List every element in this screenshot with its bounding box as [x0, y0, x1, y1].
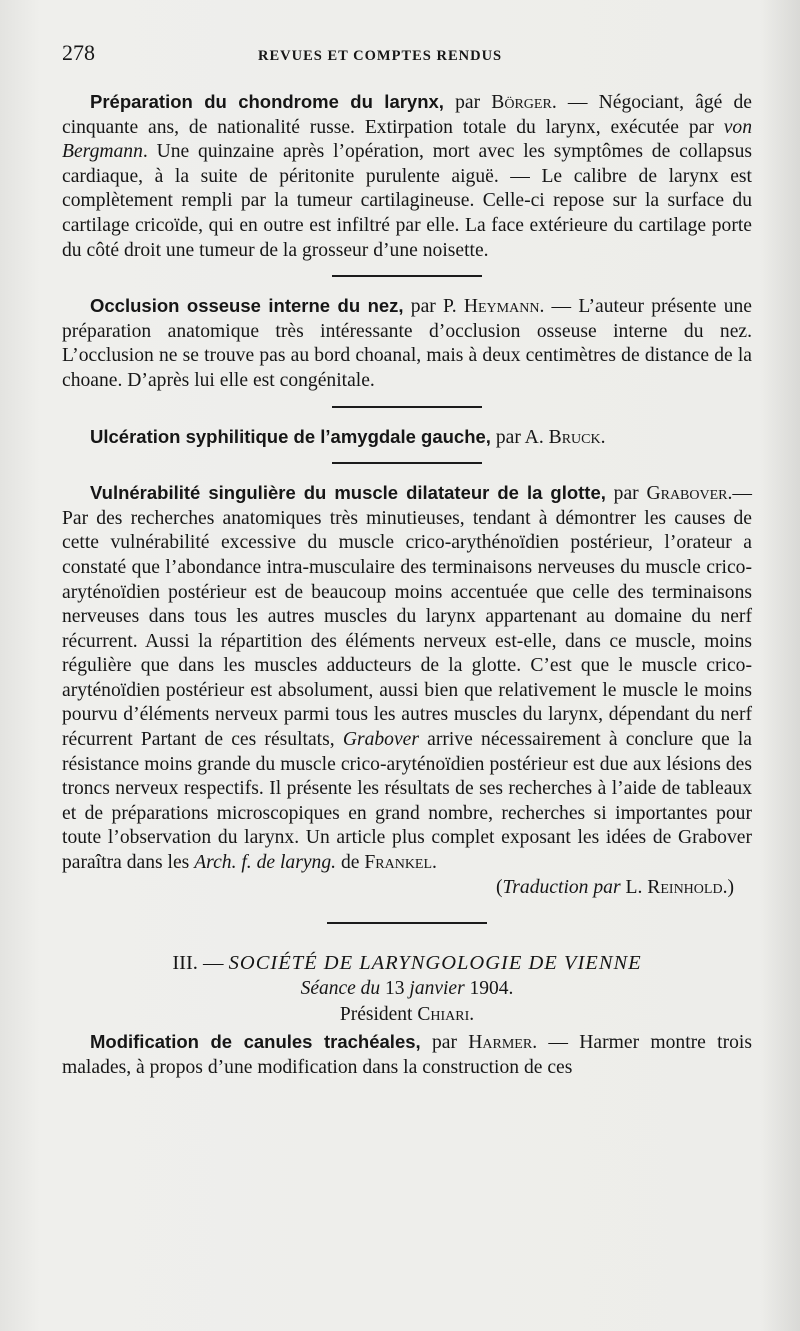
article-paragraph [62, 481, 752, 876]
punctuation: . [469, 1004, 475, 1026]
session-date: 13 [380, 978, 410, 1000]
article-text: . — L’auteur présente une préparation anatomique très intéressante d’occlusion osseuse interne du nez. L’occlusion ne se trouve pas au bord choanal, mais à deux centimètres de distance de la choane. D’après lui elle est congénitale. [62, 296, 752, 391]
by-text: par P. [403, 296, 464, 318]
by-text: par A. [490, 426, 549, 448]
article-paragraph [62, 1030, 752, 1080]
author-name: Grabover [646, 483, 728, 505]
article-canules [62, 1030, 752, 1080]
article-text: . — Harmer montre trois malades, à propos d’une modification dans la construction de ces [62, 1032, 752, 1078]
article-ulceration [62, 425, 752, 451]
author-name: Harmer [468, 1032, 533, 1054]
session-line [62, 976, 752, 1002]
separator-rule [332, 406, 482, 408]
by-text: par [443, 92, 492, 113]
page-number: 278 [62, 40, 95, 65]
article-paragraph [62, 90, 752, 263]
article-text: . Une quinzaine après l’opération, mort avec les symptômes de collapsus cardiaque, à la suite de péritonite purulente aiguë. — Le calibre de larynx est complètement rempli par la tumeur cartilagineuse. Celle-ci repose sur la surface du cartilage cricoïde, qui en outre est infiltré par elle. La face extérieure du cartilage porte du côté droit une tumeur de la grosseur d’une noisette. [62, 141, 752, 261]
president-name: Chiari [417, 1004, 470, 1026]
session-month: janvier [409, 978, 465, 1000]
article-occlusion [62, 294, 752, 393]
translation-credit [62, 876, 752, 901]
society-name: SOCIÉTÉ DE LARYNGOLOGIE DE VIENNE [228, 952, 642, 975]
article-text: . — Négociant, âgé de cinquante ans, de nationalité russe. Extirpation totale du larynx, exécutée par [62, 92, 752, 138]
punctuation: ( [495, 876, 503, 898]
by-text: par [605, 483, 647, 505]
article-text: arrive nécessairement à conclure que la résistance moins grande du muscle crico-aryténoïdien postérieur est due aux lésions des troncs nerveux respectifs. Il présente les résultats de ses recherches à l’aide de tableaux et de préparations microscopiques en grand nombre, recherches si importantes pour toute l’observation du larynx. Un article plus complet exposant les idées de Grabover paraîtra dans les [62, 729, 753, 874]
section-heading [62, 950, 752, 976]
running-head: REVUES ET COMPTES RENDUS [258, 48, 503, 64]
article-paragraph [62, 425, 752, 451]
author-name: Börger [491, 92, 552, 113]
president-line [62, 1002, 752, 1028]
editor-name: Frankel [364, 852, 433, 874]
article-title: Modification de canules trachéales, [90, 1031, 421, 1053]
journal-name: Arch. f. de laryng. [194, 852, 337, 874]
translation-label: Traduction par [502, 876, 621, 898]
punctuation: . [600, 426, 606, 448]
punctuation: . [432, 852, 437, 874]
article-text: .— Par des recherches anatomiques très minutieuses, tendant à démontrer les causes de cette vulnérabilité excessive du muscle crico-arythénoïdien postérieur, l’orateur a constaté que l’abondance intra-musculaire des terminaisons nerveuses du muscle crico-aryténoïdien postérieur est de beaucoup moins accentuée que celle des terminaisons nerveuses dans tous les autres muscles du larynx appartenant au domaine du nerf récurrent. Aussi la répartition des éléments nerveux est-elle, dans ce muscle, moins régulière que dans les muscles adducteurs de la glotte. C’est que le muscle crico-aryténoïdien postérieur est absolument, aussi bien que relativement le muscle le moins pourvu d’éléments nerveux parmi tous les autres muscles du larynx, dépendant du nerf récurrent Partant de ces résultats, [62, 483, 752, 751]
section-rule [327, 922, 487, 924]
separator-rule [332, 275, 482, 277]
surgeon-name: von Bergmann [62, 116, 752, 163]
page-header [62, 40, 752, 74]
section-number: III. — [172, 952, 229, 975]
article-title: Vulnérabilité singulière du muscle dilatateur de la glotte, [90, 482, 606, 504]
president-label: Président [339, 1004, 418, 1026]
translator-name: Reinhold [647, 876, 723, 898]
article-chondrome [62, 90, 752, 263]
author-name: Bruck [548, 426, 601, 448]
article-paragraph [62, 294, 752, 393]
by-text: L. [620, 876, 648, 898]
separator-rule [332, 462, 482, 464]
article-vulnerabilite [62, 481, 752, 900]
article-title: Occlusion osseuse interne du nez, [90, 295, 404, 317]
author-name-italic: Grabover [342, 729, 419, 751]
session-label: Séance du [300, 978, 381, 1000]
article-title: Ulcération syphilitique de l’amygdale gauche, [90, 425, 491, 447]
article-title: Préparation du chondrome du larynx, [90, 91, 444, 112]
by-text: par [420, 1032, 469, 1054]
punctuation: .) [722, 876, 734, 898]
author-name: Heymann [463, 296, 540, 318]
session-year: 1904. [464, 978, 514, 1000]
article-text: de [336, 852, 365, 874]
